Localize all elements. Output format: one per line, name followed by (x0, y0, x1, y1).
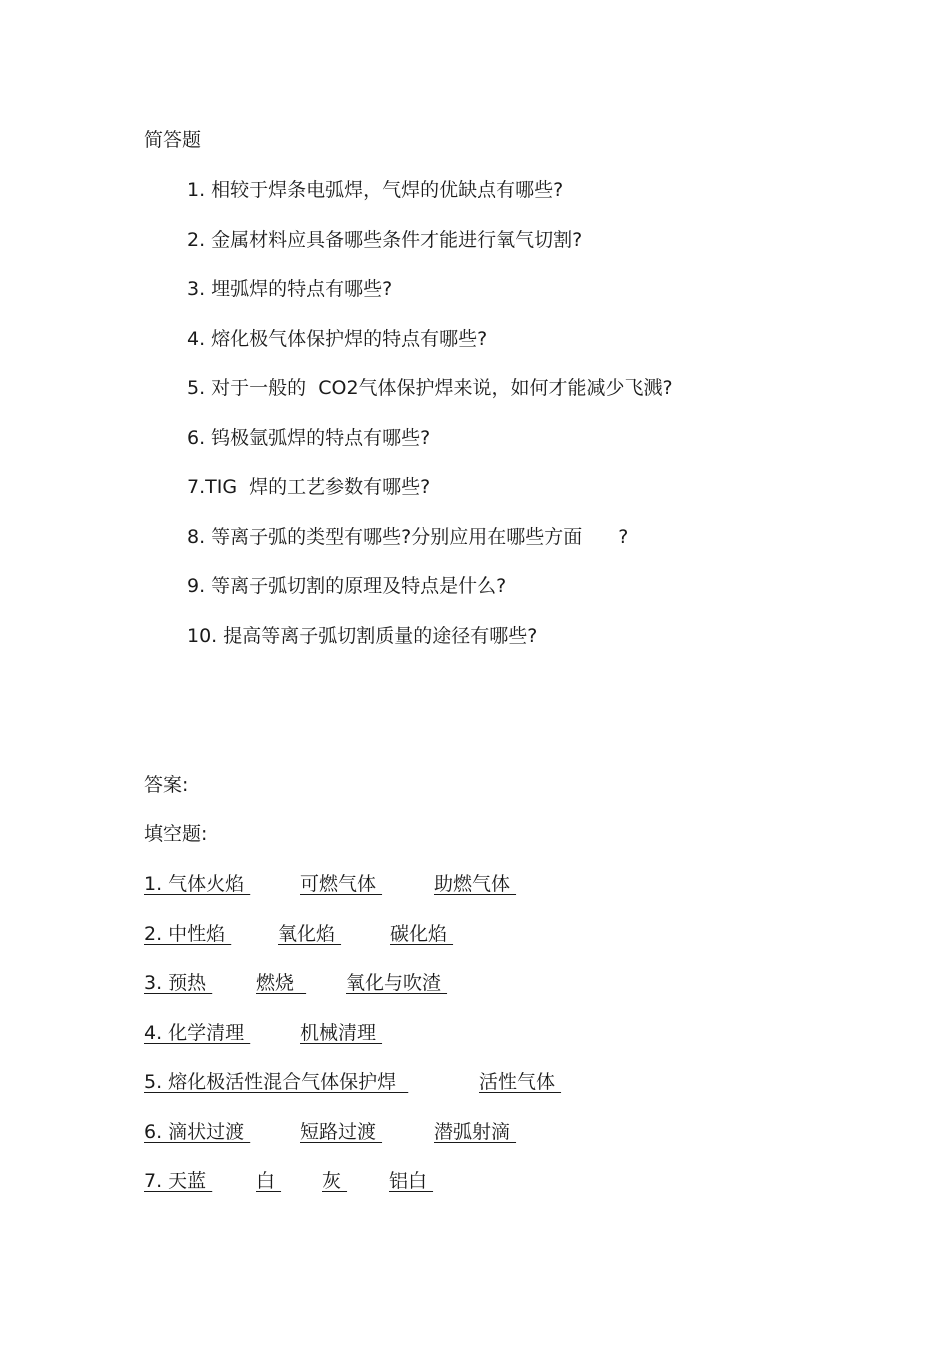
answer-blank: 7. 天蓝 (144, 1170, 213, 1192)
answer-blank: 白 (256, 1170, 282, 1192)
answer-blank: 助燃气体 (434, 873, 517, 895)
question-item: 9. 等离子弧切割的原理及特点是什么? (187, 575, 507, 597)
question-item: 3. 埋弧焊的特点有哪些? (187, 278, 393, 300)
answer-blank: 燃烧 (256, 972, 307, 994)
answer-blank: 潜弧射滴 (434, 1121, 517, 1143)
answer-blank: 6. 滴状过渡 (144, 1121, 251, 1143)
answer-blank: 机械清理 (300, 1022, 383, 1044)
answer-blank: 氧化焰 (278, 923, 342, 945)
answer-blank: 可燃气体 (300, 873, 383, 895)
answer-blank: 铝白 (389, 1170, 434, 1192)
answer-blank: 1. 气体火焰 (144, 873, 251, 895)
question-item: 10. 提高等离子弧切割质量的途径有哪些? (187, 625, 538, 647)
answer-blank: 氧化与吹渣 (346, 972, 448, 994)
question-item: 5. 对于一般的 CO2气体保护焊来说，如何才能减少飞溅? (187, 377, 673, 399)
question-item: 6. 钨极氩弧焊的特点有哪些? (187, 427, 431, 449)
answer-blank: 4. 化学清理 (144, 1022, 251, 1044)
question-item-8 (187, 524, 628, 550)
answer-blank: 灰 (322, 1170, 348, 1192)
answer-blank: 3. 预热 (144, 972, 213, 994)
answer-blank: 2. 中性焰 (144, 923, 232, 945)
answer-blank: 碳化焰 (390, 923, 454, 945)
short-answer-title: 简答题 (144, 129, 202, 151)
question-item: 4. 熔化极气体保护焊的特点有哪些? (187, 328, 488, 350)
answer-blank: 活性气体 (479, 1071, 562, 1093)
answers-title: 答案: (144, 774, 189, 796)
question-item: 2. 金属材料应具备哪些条件才能进行氧气切割? (187, 229, 583, 251)
question-text: 8. 等离子弧的类型有哪些?分别应用在哪些方面 (187, 526, 583, 548)
answer-blank: 5. 熔化极活性混合气体保护焊 (144, 1071, 409, 1093)
question-item: 7.TIG 焊的工艺参数有哪些? (187, 476, 431, 498)
question-item: 1. 相较于焊条电弧焊，气焊的优缺点有哪些? (187, 179, 564, 201)
fill-blank-title: 填空题: (144, 823, 208, 845)
question-mark: ? (618, 526, 629, 548)
answer-blank: 短路过渡 (300, 1121, 383, 1143)
